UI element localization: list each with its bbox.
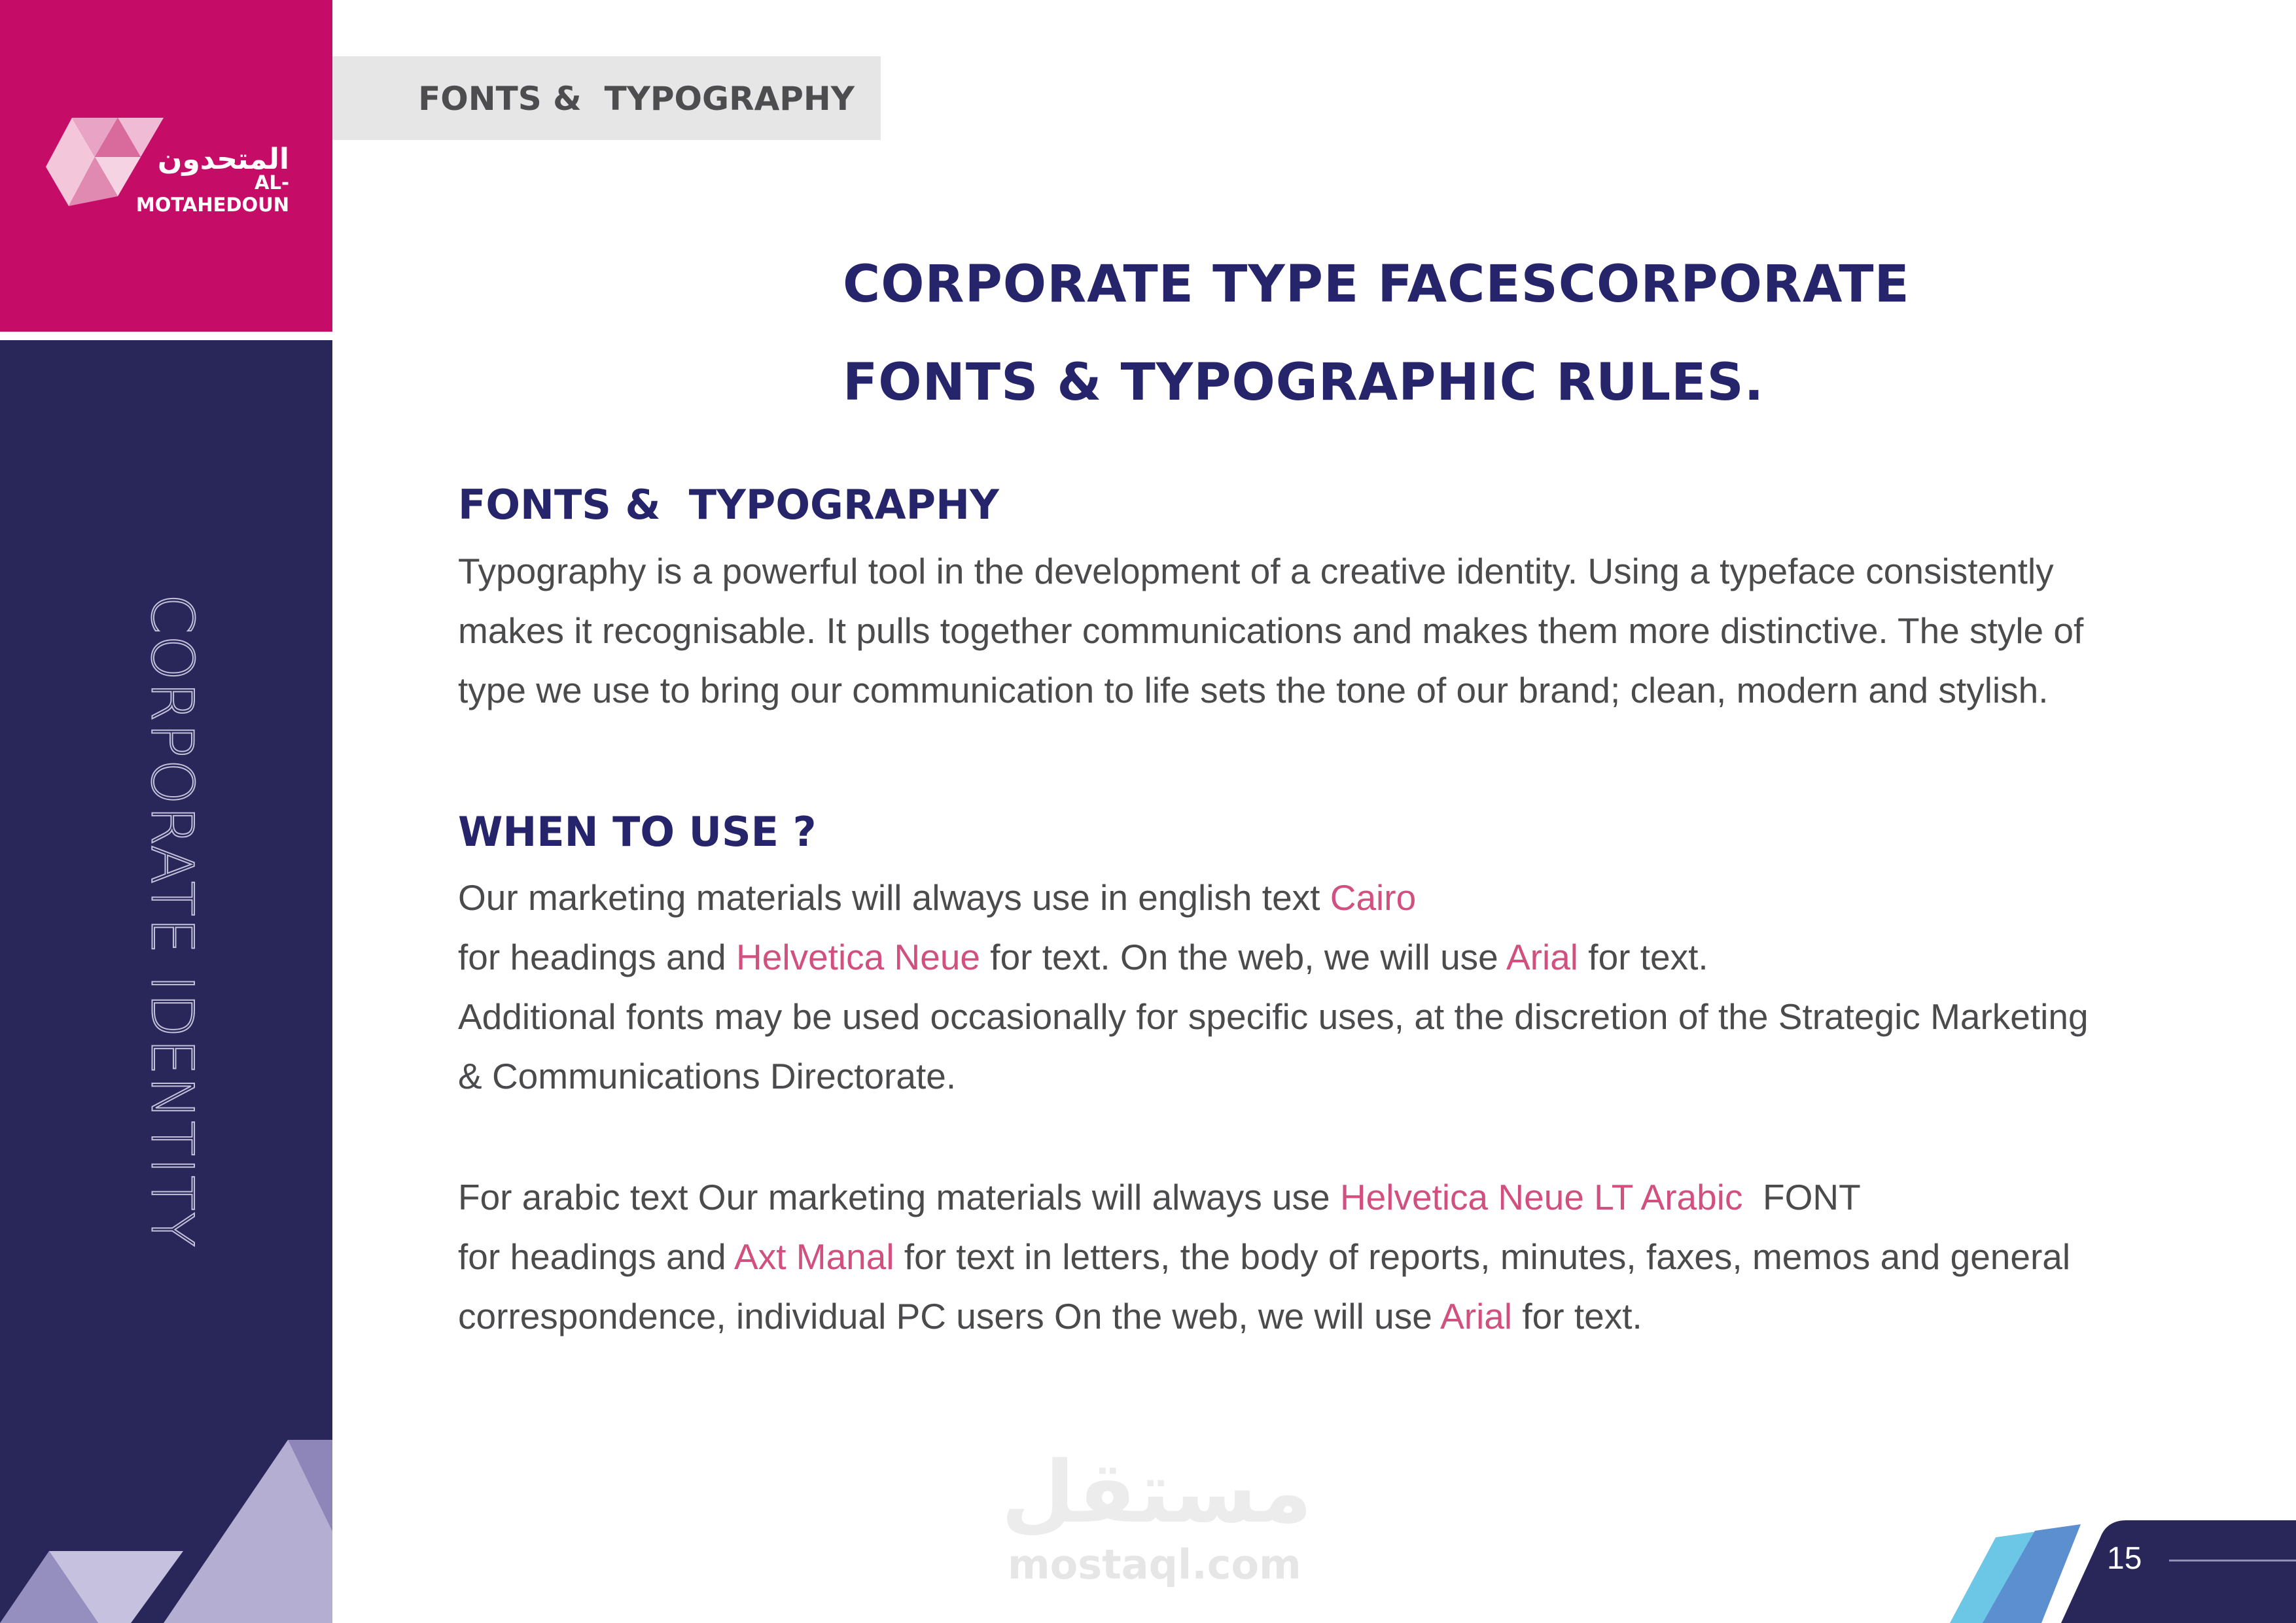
section-tab: [332, 56, 881, 140]
font-name-highlight: Helvetica Neue LT Arabic: [1339, 1177, 1743, 1217]
font-name-highlight: Cairo: [1330, 877, 1417, 918]
footer-decoration-icon: [1911, 1511, 2296, 1623]
text-span: for text in letters, the body of reports, minutes, faxes, memos and general: [894, 1236, 2071, 1277]
text-span: for text. On the web, we will use: [980, 937, 1506, 977]
when-text-line: [458, 928, 2107, 987]
text-span: for headings and: [458, 937, 737, 977]
text-span: For arabic text Our marketing materials will always use: [458, 1177, 1340, 1217]
text-span: correspondence, individual PC users On the web, we will use: [458, 1296, 1441, 1336]
when-to-use-heading: WHEN TO USE ?: [458, 808, 817, 856]
triangle-decoration-icon: [0, 1440, 332, 1623]
logo-arabic-name: المتحدون: [157, 143, 289, 176]
when-text-line: & Communications Directorate.: [458, 1056, 957, 1096]
text-span: Our marketing materials will always use in english text: [458, 877, 1330, 918]
fonts-section-text: [458, 542, 2107, 720]
watermark-logo: مستقل: [1001, 1442, 1313, 1542]
page-number: 15: [2107, 1541, 2142, 1576]
page-title-line-1: CORPORATE TYPE FACESCORPORATE: [843, 255, 1910, 314]
font-name-highlight: Arial: [1440, 1296, 1513, 1336]
fonts-text-line: makes it recognisable. It pulls together communications and makes them more distinctive. The style of: [458, 610, 2084, 651]
when-text-line: [458, 1168, 2107, 1227]
fonts-text-line: type we use to bring our communication to life sets the tone of our brand; clean, modern and stylish.: [458, 670, 2049, 710]
when-text-line: [458, 1227, 2107, 1287]
text-span: for text.: [1512, 1296, 1642, 1336]
page-title-line-2: FONTS & TYPOGRAPHIC RULES.: [843, 353, 1765, 412]
page-title: [843, 236, 2119, 432]
watermark-url: mostaql.com: [1008, 1541, 1301, 1588]
text-span: FONT: [1742, 1177, 1861, 1217]
sidebar-vertical-label: CORPORATE IDENTITY: [138, 593, 206, 1249]
when-text-line: [458, 1287, 2107, 1346]
section-tab-label: FONTS & TYPOGRAPHY: [418, 80, 855, 118]
font-name-highlight: Axt Manal: [734, 1236, 894, 1277]
font-name-highlight: Arial: [1506, 937, 1579, 977]
logo-block: [0, 0, 332, 332]
when-text-line: Additional fonts may be used occasionally for specific uses, at the discretion of the Strategic Marketing: [458, 996, 2089, 1037]
page-number-rule: [2169, 1560, 2296, 1562]
when-text-line: [458, 868, 2107, 928]
logo-latin-name: AL-MOTAHEDOUN: [135, 171, 289, 216]
when-to-use-paragraph-2: [458, 1168, 2107, 1346]
font-name-highlight: Helvetica Neue: [736, 937, 981, 977]
fonts-section-heading: FONTS & TYPOGRAPHY: [458, 481, 999, 529]
fonts-text-line: Typography is a powerful tool in the development of a creative identity. Using a typeface consistently: [458, 551, 2054, 591]
when-to-use-paragraph-1: [458, 868, 2107, 1106]
text-span: for text.: [1578, 937, 1708, 977]
text-span: for headings and: [458, 1236, 735, 1277]
